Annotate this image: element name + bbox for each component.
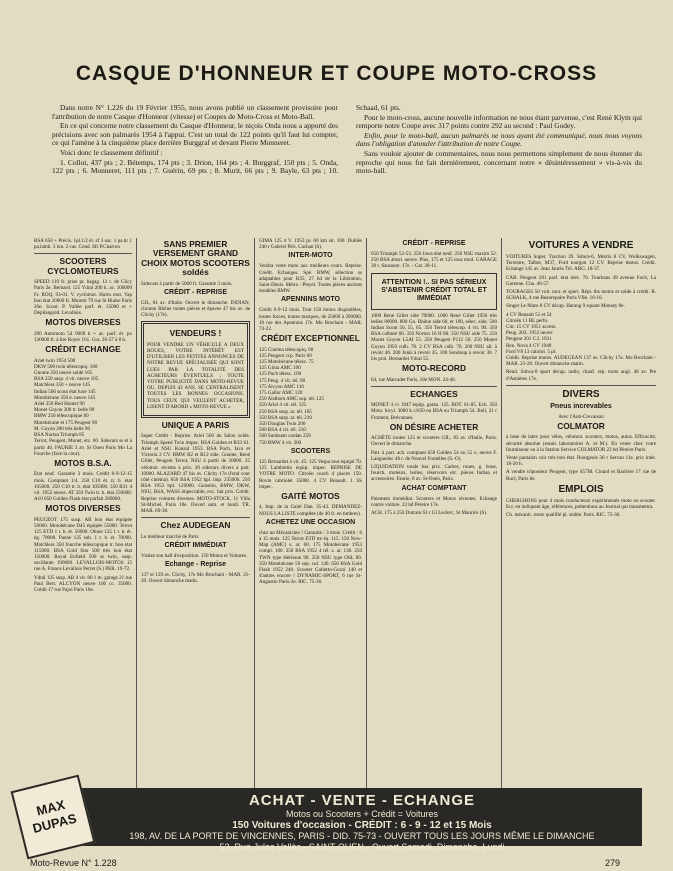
list-item: Monet Goyon 300 tr. belle 90 bbox=[34, 407, 95, 414]
intro-paragraph: Pour le moto-cross, aucune nouvelle information ne nous étant parvenue, c'est René Klym qui remporte notre Coupe avec 317 points contre 292 au second : Paul Godey. bbox=[356, 112, 642, 131]
classified-ad: 200 Automoto 54 9000 k + ac. parf. ét. px 130000 fr. à lire Royer 161. Gra. 26-37 à 8 h. bbox=[34, 330, 132, 344]
section-heading: Chez AUDEGEAN bbox=[160, 520, 231, 531]
classified-ad: 137 et 139 av. Clichy, 17e Mo Brochant - MAR. 21-29. Ouvert dimanche matin. bbox=[141, 571, 250, 585]
list-item: 125 Peugeot ccp. Paris 60 bbox=[259, 352, 312, 359]
section-heading: ECHANGES bbox=[410, 388, 458, 399]
classified-ad: Singer Le Mans 8 CV décap. Harang 9 square Monsey 8e. bbox=[506, 303, 625, 310]
list-item: 500 Sunbeam cardan 250 bbox=[259, 433, 311, 440]
column-4 bbox=[367, 238, 502, 798]
classified-ad: PEUGEOT 175 susp. AR bon état équipée 50000. Motobécane D45 équipée 55000. Terrot 125 ETD 1 t. b. ét. 50000. Ohnie 125 1 t. b. ét. ég. 70000. Panne 125 sub. 1 t. b. ét. 70000. Matchless 350 fourche téléscopique tr. bon état 115000. BSA Gold Star 500 très bon état 150000. Royal Enfield 500 ss twin, susp. oscillante 190000. LEVALLOIS-MOTOS 15 rue A. France Levallois Perret (S.) PER. 19-72. bbox=[34, 516, 132, 573]
box-title: VENDEURS ! bbox=[169, 328, 222, 339]
list-item: 250 BSA susp. ar. tél. 185 bbox=[259, 408, 312, 415]
section-heading: ACHETEZ UNE OCCASION bbox=[265, 518, 356, 526]
classified-ad: LIQUIDATION totale bas prix. Cadres, roues, g. boue, fourch. moteurs, boîtes, réservoirs etc. pièces Indian et accessoires. Faurie, 8 av. St-Ouen, Paris. bbox=[371, 464, 497, 483]
list-item: BSA Nortan Triumph 85 bbox=[34, 432, 85, 439]
ad-title: ACHAT - VENTE - ECHANGE bbox=[248, 792, 476, 809]
max-dupas-advertisement bbox=[82, 788, 642, 852]
classified-ad: TOURAGES 50 voit. tour. et sport. Répr. tbs motos et solde à crédit. R. SCHALK, 4 rue Beaurepaire Paris VIIe. 16-16. bbox=[506, 289, 656, 302]
box-title: ATTENTION !.. SI PAS SÉRIEUX S'ABSTENIR CRÉDIT TOTAL ET IMMÉDIAT bbox=[381, 278, 487, 302]
list-item: 350 Douglas Twin 200 bbox=[259, 421, 306, 428]
list-item: Peug. 203. 1952 neuve bbox=[506, 330, 553, 337]
page-number: 279 bbox=[605, 858, 621, 868]
attention-box bbox=[371, 273, 497, 310]
classified-ad: MONET 4 cv 1947 équip. garan. 125. BOT. 61-85. Ech. 350 Moto. hicyl. 3000 k c/650 ou BSA ou Triumph 54. Boll, 21 r Froment, Brévannes. bbox=[371, 402, 497, 421]
list-item: Motobécane 350 é. neuve 145 bbox=[34, 394, 96, 401]
intro-ranking: 1. Collot, 437 pts ; 2. Bétemps, 174 pts ; 3. Drion, 164 pts ; 4. Burggraf, 150 pts ; 5. Onda, 122 pts ; 6. Monneret, 111 pts ; 7. Guérin, 69 pts ; 8. Murit, 66 pts ; 9. Bayle, 63 pts ; 10. Schaad, 61 pts. bbox=[52, 103, 401, 176]
column-3 bbox=[255, 238, 367, 798]
section-heading: MOTOS DIVERSES bbox=[45, 503, 121, 514]
list-item: 175 Gallor AMC 120 bbox=[259, 390, 303, 397]
classified-ad: Paiement immédiat. Scooters et Motos récentes. Echange contre voiture. 23 bd Péreire 17e. bbox=[371, 495, 497, 508]
list-item: Peugeot 201 C.I. 1931 bbox=[506, 336, 552, 343]
ad-line: Motos ou Scooters + Crédit = Voitures bbox=[285, 809, 439, 819]
divider bbox=[506, 385, 656, 386]
classified-ad: chez un Mécanicien ! Garantie : 3 mois. Crédit : 6 à 15 mois. 125 Terrot ETD tte éq. 115. 150 New-Map (AMC) s. ar. 60. 175 Motobécane 1953 compl. 100. 250 BSA 1952 4 tél. s. ar. 130. 250 TWN type Hérisson 90. 350 NSU type OSL 80. 350 Motobécane 50 sup. cul. 140. 650 BSA Gold Flash 1952 240. Scooter Gallotto-Guzzi 140 et d'autres encore ! DYNAMIC-SPORT, 6 rue St-Augustin Paris-2e. RIC. 75-36. bbox=[259, 529, 362, 586]
page-title: CASQUE D'HONNEUR ET COUPE MOTO-CROSS bbox=[75, 62, 598, 85]
list-item: Ford V8 13 cabriol. 5 pl. bbox=[506, 348, 557, 355]
section-heading: DIVERS bbox=[562, 388, 600, 400]
classified-ad: 4, Imp. de la Gaité Dan. 35-43. DEMANDEZ-NOUS LA LISTE complète (de 40 fr. en timbres). bbox=[259, 504, 362, 517]
section-heading: MOTOS DIVERSES bbox=[45, 317, 121, 328]
section-heading: EMPLOIS bbox=[558, 483, 604, 495]
intro-paragraph: Enfin, pour le moto-ball, aucun palmarès ne nous ayant été communiqué, nous nous voyons dans l'obligation d'annuler l'attribution de notre Coupe. bbox=[356, 130, 642, 149]
classified-ad: CHERCHONS pour 4 mois conducteurs expérimentés moto ou scooter. Ecr. en indiquant âge, références, prétentions au Journal qui transmettra. bbox=[506, 497, 656, 511]
classified-ad: Vendra votre moto aux meilleurs cours. Reprise. Crédit. Echanges. Spé. BMW, sélection ss adaptables pour R35, 27 bd de la Libération, Saint-Denis. Métro : Pleyel. Toutes pièces anciens modèles BMW. bbox=[259, 263, 362, 295]
intro-paragraph: En ce qui concerne notre classement du Casque d'Honneur, le niçois Onda nous a apporté des précisions avec son palmarès 1954 à l'appui. C'est un total de 122 points qu'il faut lui compter, ce qui l'amène à la cinquième place derrière Burggraf et devant Pierre Monneret. bbox=[52, 121, 338, 148]
list-item: Matchless 350 + neuve 145 bbox=[34, 382, 91, 389]
classified-ad: Etat neuf. Garantie 3 mois. Crédit 6-9-12-15 mois. Comptant 1/4. 250 C10 ét. tr. b. état 105000. 250 C10 tr. b. état 105000. 350 B31 4 vit. 1952 neuve. AT 350 Twin tr. b. état 250000. A10 650 Golden Flash état parfait 280000. bbox=[34, 471, 132, 503]
price-listing bbox=[259, 347, 362, 446]
list-item: 500 BSA 4 vit. tél. 210 bbox=[259, 427, 306, 434]
classified-ad: VOITURES Super. Traction 39. Simca-6, Morris 8 CV, Wolkswagen, Terrestre, Talbot, M37, Ford tourgon 12 CV. Reprise motos. Crédit. Echange 145 av. Jean Jaurès Tél. ARG. 18-37. bbox=[506, 254, 656, 273]
classified-ad: 125 Bernardet à vit. 45. 125 Vespa tout équipé 70. 125 Lambretta équip. impec. REPRISE DE VOTRE MOTO. Citroën coach 4 places 150. Rovin cabriolet 35000. 4 CV Renault. 1 SS impec. bbox=[259, 458, 362, 490]
classified-ad: Avec l'Anti-Crevaison bbox=[558, 413, 604, 420]
classified-ad: BSA 650 + Précis. 1pl.1/2 ét. sf 3 sac. 1 pa.br 1 pa.lamb. 3 lun. 2 cas. Cond. Sfr P.Charron bbox=[34, 238, 132, 251]
max-dupas-badge: MAX DUPAS bbox=[11, 775, 96, 860]
classified-ad: Super Crédit - Reprise. Ariel 500 du Salon solde. Triumph Speed Twin impec. BSA Golden et B33 S1. Ariel et NSU Konsul 1953. BSA Poch, Java et Victoria 2 CV. BMW R2 et R12 side. Gnome, René Gillet, Peugeot Terrot, NSU à partir de 30000. 25 vélomot. récents à prix. 20 sidecars divers à part. 10000. ALAZARD 47 bis av. Clichy 17e (fond cour côté cinéma). 650 BSA 1952 hpl. imp. 235000. 250 BSA 1952 hpl. 120000. Guiselin, BMW, DKW, NSU, BSA, WASS impeccable, exc. fait prix. Crédit. Reprise voitures diverses. MOTO-STOCK, 11 Villa St-Michel, Paris 18e. Ouvert sam. et lundi. TR. MAR. 89-38. bbox=[141, 433, 250, 514]
classified-ad: Terrot, Peugeot, Monet, etc. 60. Sidecars ss et à partir 40. FAURIE 3 av. St Ouen Paris Mo La Fourche (face la cour). bbox=[34, 438, 132, 457]
section-heading: MOTO-RECORD bbox=[401, 363, 467, 374]
classified-ad: SPEED 110 fr. prise pr. bagag. 12 r. de Clicy Paris 2e. Bernard. 125 Ydral 200 k. ac. 100000 Fr. ROQ. 93-01. V. cyclomot. Hurtu mot. Vap bon état 20000 fr. Muretti 79 rue St Blaise Paris 20e. Scoot. P. Vallée parf. ét. 35000 et + Depilangold. Levallois. bbox=[34, 279, 132, 317]
section-heading: COLMATOR bbox=[557, 421, 605, 432]
classified-ad: ACH. 175 à 250 Dutrain 63 r Gl Leclerc, St Maurice (S). bbox=[371, 510, 488, 517]
section-heading: CRÉDIT - REPRISE bbox=[163, 288, 227, 296]
section-heading: INTER-MOTO bbox=[288, 252, 333, 260]
classified-ad: GIL, 81 av. d'Italie. Ouvert le dimanche. INDIAN, chrome Rhône toutes pièces et épaves 47 bis av. de Clichy (17e). bbox=[141, 299, 250, 319]
list-item: Citr. 15 CV 1951 access. bbox=[506, 324, 557, 331]
list-item: 175 Alcyon AMC 110 bbox=[259, 383, 304, 390]
list-item: BMW 250 télescopique 80 bbox=[34, 413, 89, 420]
price-listing bbox=[506, 312, 656, 355]
classified-ad: A vendre tripouteur Peugeot, type S57M. Cinard et Barrière 17 rue de Bucl, Paris 6e. bbox=[506, 469, 656, 482]
classified-ad: Visitez son hall d'exposition. 150 Motos et Voitures. bbox=[141, 552, 248, 559]
list-item: 250 Ariel 4 vit. tél. 125 bbox=[259, 402, 307, 409]
ad-line: 150 Voitures d'occasion - CRÉDIT : 6 - 9 - 12 et 15 Mois bbox=[232, 820, 492, 831]
intro-paragraph: Voici donc le classement définitif : bbox=[60, 147, 163, 157]
classified-ad: Le meilleur marché de Paris bbox=[141, 533, 199, 540]
list-item: M. Goyon 200 très belle 90 bbox=[34, 425, 91, 432]
list-item: Ren. Nova 4 CV 1940 bbox=[506, 342, 552, 349]
section-heading: SCOOTERS CYCLOMOTEURS bbox=[47, 256, 119, 276]
list-item: 4 CV Renault 51 et 54 bbox=[506, 311, 552, 318]
column-2 bbox=[137, 238, 255, 798]
list-item: Motobécane et 175 Peugeot 90 bbox=[34, 419, 98, 426]
section-heading: CRÉDIT - REPRISE bbox=[402, 240, 466, 247]
ad-line: 198, AV. DE LA PORTE DE VINCENNES, PARIS - DID. 75-73 - OUVERT TOUS LES JOURS MÊME LE DIMANCHE bbox=[129, 831, 595, 841]
classified-ad: 64, rue Marcadet Paris, 18e MON. 24-40. bbox=[371, 376, 456, 383]
column-5 bbox=[502, 238, 660, 798]
list-item: 125 Cinéma télescopiq. 60 bbox=[259, 346, 314, 353]
section-heading: MOTOS B.S.A. bbox=[54, 457, 112, 468]
divider bbox=[141, 517, 250, 518]
classified-ad: 650 Triumph 52-53. 250 Jawa état neuf. 250 NSU maxim 52. 250 BSA absol. neuve. Plus, 175 et 125 tous mod. GARAGE 38 r. Saussure. 17e. - Car. 28-11. bbox=[371, 251, 497, 270]
classified-ad: à base de latex pour vélos, vélomot. scooters, motos, autos. Efficacité, sécurité absolue (essais laboratoires A. et M.). En vente chez votre fournisseur ou à la Station Service COLMATOR 23 bd Péreire Paris. bbox=[506, 434, 656, 453]
list-item: 250 Alsthom AMC sup. tél. 125 bbox=[259, 396, 324, 403]
section-heading: Echange - Reprise bbox=[164, 560, 227, 568]
list-item: 125 Gima AMC 100 bbox=[259, 365, 301, 372]
list-item: Ariel 350 Red Hunter 90 bbox=[34, 401, 85, 408]
classified-ad: Part. à part. ach. comptant 650 Golden 54 ou 55 o. neuve F. Languedoc 46 r. de Nouvel Fontelles (S.-O). bbox=[371, 449, 497, 462]
list-item: 750 BMW 4 vit. 200 bbox=[259, 439, 302, 446]
section-heading: Pneus increvables bbox=[550, 402, 612, 410]
list-item: Indian 500 scout état luxe 145 bbox=[34, 388, 96, 395]
list-item: 175 Peug. 4 vit. tél. 90 bbox=[259, 377, 306, 384]
section-heading: APENNINS MOTO bbox=[281, 296, 340, 304]
classified-ad: Sidecars à partir de 5000 fr. Garantie 3 mois. bbox=[141, 280, 233, 287]
section-heading: UNIQUE A PARIS bbox=[161, 420, 230, 431]
classified-ad: GIMA 125 4 V. 1953 pr. 60 km sit. 100. Dublés 240 r Gabriel Péri. Cachan (S). bbox=[259, 238, 362, 251]
classified-ad: Crédit. Reprise motos. AUDEGEAN 137 av. Clichy 17e. Mo Brochant - MAR. 21-29. Ouvert dimanche matin. bbox=[506, 355, 656, 368]
list-item: Ariel twin 1954 500 bbox=[34, 357, 76, 364]
intro-paragraph: Sans vouloir ajouter de commentaires, nous nous permettons simplement de nous étonner du reproche qui nous fut fait dernièrement, concernant notre « désintéressement » vis-à-vis du moto-ball. bbox=[356, 148, 642, 176]
list-item: DKW 500 twin télescopiq. 160 bbox=[34, 363, 98, 370]
section-heading: SCOOTERS bbox=[290, 447, 331, 455]
list-item: 125 Motobécane télesc. 75 bbox=[259, 359, 314, 366]
classified-ad: Ydral 125 susp. AR 4 vit. 80 1 m. garage 21 rue Paul Bert. ALCYON neuve 100 cc. 35000. Crédit 17 rue Pajol Paris 18e. bbox=[34, 574, 132, 593]
section-heading: CRÉDIT IMMÉDIAT bbox=[164, 541, 227, 549]
divider bbox=[34, 253, 132, 254]
divider bbox=[371, 386, 497, 387]
classified-ad: Ch. mécanic. moto qualifié pl. stable. Paris. RIC. 75-36. bbox=[506, 512, 621, 519]
section-heading: ACHAT COMPTANT bbox=[401, 484, 467, 492]
list-item: Citroën 11 BL perfo. bbox=[506, 317, 549, 324]
section-heading: GAITÉ MOTOS bbox=[281, 490, 340, 501]
classifieds-columns bbox=[30, 238, 660, 798]
classified-ad: ACHÈTE toutes 125 et scooters GIL, 83 av. d'Italie, Paris. Ouvert le dimanche. bbox=[371, 435, 497, 448]
list-item: 125 Puch télesc. 100 bbox=[259, 371, 302, 378]
ad-line: 53, Rue Jules Vallès - SAINT-OUEN - Ouvert Samedi, Dimanche, Lundi bbox=[219, 842, 505, 852]
price-listing bbox=[34, 358, 132, 439]
section-heading: CRÉDIT EXCEPTIONNEL bbox=[261, 333, 360, 344]
box-text: POUR VENDRE UN VÉHICULE A DEUX ROUES, VOTRE INTÉRÊT EST D'UTILISER LES PETITES ANNONCES DE NOTRE REVUE SPÉCIALISÉE QUI SONT LUES PAR LA TOTALITÉ DES ACHETEURS ÉVENTUELS ; TOUTE VOTRE PUBLICITÉ DANS MOTO-REVUE OU, DEPUIS 42 ANS, SE CENTRALISENT TOUTES LES BONNES OCCASIONS. TOUS CEUX QUI VEULENT ACHETER, LISENT D'ABORD « MOTO-REVUE » bbox=[147, 341, 244, 410]
list-item: BSA 350 susp. 4 vit. neuve 105 bbox=[34, 376, 99, 383]
classified-ad: Crédit 6-9-12 mois. Tout 150 motos disponibles, toutes forces, toutes marques, de 25000 à 200000. 10 rue des Apennins 17e. Mo Brochant - MAR. 74-22. bbox=[259, 307, 362, 333]
classified-ad: 1000 René Gillet side 70000. 1000 René Gillet 1950 très belles 80000. 800 Gn. Rhône side 60, et 100, sélec. side. 500 Indian Scout 50, 55, 65. 350 Terrot télescop. 4 vit. 90. 350 BSA culbuté 60. 350 Norton 16 H 80. 350 NSU side 75. 250 Monet Goyon L5AI 55. 250 Peugeot P112 50. 250 Monet Goyon 1950 culb. 70. 2 CV BSA culb. 70. 200 NSU all. à revoir 40. 200 Jonis à revoir 35. 100 Sondoup à revoir 30. 7 bis prol. Bernardet Ydral 55. bbox=[371, 312, 497, 363]
section-heading: VOITURES A VENDRE bbox=[528, 240, 634, 251]
list-item: 350 BSA susp. ar. tél. 210 bbox=[259, 414, 312, 421]
list-item: Gnome 350 neuve soldé 165 bbox=[34, 370, 93, 377]
classified-ad: Vente pantalon cuir très bon état. Bourgeois 36 r Servan 11e. prix intér. 18-20 h. bbox=[506, 455, 656, 468]
classified-ad: CAR. Peugeot 201 parf. état méc. 70. Tourhans 49 avenue Foch, La Garenne. Cha. 46-57. bbox=[506, 274, 656, 287]
column-1 bbox=[30, 238, 137, 798]
intro-paragraph: Dans notre N° 1.226 du 19 Février 1955, nous avons publié un classement provisoire pour l'attribution de notre Casque d'Honneur (vitesse) et Coupes de Moto-Cross et Moto-Ball. bbox=[52, 103, 338, 121]
vendeurs-box bbox=[141, 321, 250, 418]
intro-article bbox=[52, 104, 642, 176]
magazine-issue: Moto-Revue N° 1.228 bbox=[30, 858, 117, 868]
section-heading: CRÉDIT ECHANGE bbox=[45, 344, 121, 355]
section-heading: SANS PREMIER VERSEMENT GRAND CHOIX MOTOS SCOOTERS soldés bbox=[141, 239, 250, 278]
classified-ad: Rend. Simca-8 sport décap. radio, chauf. rep. moto angl. 46 av. Pte d'Asnières 17e. bbox=[506, 369, 656, 382]
section-heading: ON DÉSIRE ACHETER bbox=[389, 421, 479, 432]
